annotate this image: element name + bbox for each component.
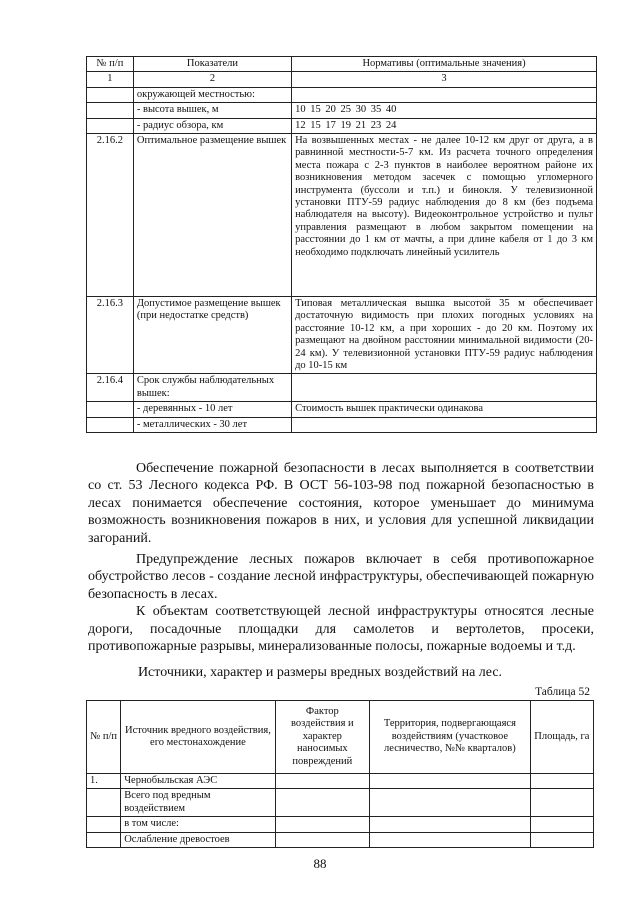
row-indicator: - деревянных - 10 лет bbox=[133, 402, 291, 417]
row-source: Всего под вредным воздействием bbox=[121, 789, 275, 817]
table-row bbox=[87, 774, 594, 789]
table-header-row bbox=[87, 701, 594, 774]
table-row bbox=[87, 87, 597, 102]
row-norm: 12 15 17 19 21 23 24 bbox=[292, 118, 597, 133]
paragraph-infrastructure: К объектам соответствующей лесной инфраструктуры относятся лесные дороги, посадочные площадки для самолетов и вертолетов, просеки, противопожарные разрывы, минерализованные полосы, пожарные водоемы и т.д. bbox=[88, 604, 594, 655]
row-source: Чернобыльская АЭС bbox=[121, 774, 275, 789]
table-row bbox=[87, 817, 594, 832]
row-number bbox=[87, 817, 121, 832]
row-number bbox=[87, 832, 121, 847]
row-territory bbox=[370, 832, 531, 847]
row-indicator: Оптимальное размещение вышек bbox=[133, 134, 291, 297]
row-number bbox=[87, 789, 121, 817]
paragraph-fire-safety: Обеспечение пожарной безопасности в лесах выполняется в соответствии со ст. 53 Лесного кодекса РФ. В ОСТ 56-103-98 под пожарной безопасностью в лесах понимается обеспечение состояния, которое уменьшает до минимума возможность возникновения пожаров в них, и условия для успешной ликвидации загораний. bbox=[88, 461, 594, 546]
row-norm: 10 15 20 25 30 35 40 bbox=[292, 103, 597, 118]
table-row bbox=[87, 297, 597, 374]
header-territory: Территория, подвергающаяся воздействиям (участковое лесничество, №№ кварталов) bbox=[370, 701, 531, 774]
table-title: Источники, характер и размеры вредных воздействий на лес. bbox=[137, 665, 503, 680]
header-norms: Нормативы (оптимальные значения) bbox=[292, 57, 597, 72]
body-text bbox=[88, 460, 594, 655]
row-norm bbox=[292, 374, 597, 402]
row-territory bbox=[370, 817, 531, 832]
column-number-row bbox=[87, 72, 597, 87]
harmful-impacts-table bbox=[86, 700, 594, 848]
row-indicator: - высота вышек, м bbox=[133, 103, 291, 118]
paragraph-fire-prevention: Предупреждение лесных пожаров включает в себя противопожарное обустройство лесов - создание лесной инфраструктуры, обеспечивающей пожарную безопасность в лесах. bbox=[88, 552, 594, 602]
row-number: 2.16.3 bbox=[87, 297, 134, 374]
row-source: Ослабление древостоев bbox=[121, 832, 275, 847]
row-norm bbox=[292, 417, 597, 432]
row-area bbox=[530, 774, 593, 789]
row-number bbox=[87, 103, 134, 118]
row-factor bbox=[275, 789, 369, 817]
page-number: 88 bbox=[313, 856, 327, 871]
header-indicators: Показатели bbox=[133, 57, 291, 72]
table-row bbox=[87, 118, 597, 133]
column-number-1: 1 bbox=[87, 72, 134, 87]
row-area bbox=[530, 789, 593, 817]
row-number bbox=[87, 118, 134, 133]
row-factor bbox=[275, 774, 369, 789]
header-number: № п/п bbox=[87, 701, 121, 774]
table-header-row bbox=[87, 57, 597, 72]
table-row bbox=[87, 103, 597, 118]
header-area: Площадь, га bbox=[530, 701, 593, 774]
row-number: 2.16.4 bbox=[87, 374, 134, 402]
row-norm: Стоимость вышек практически одинакова bbox=[292, 402, 597, 417]
row-number bbox=[87, 417, 134, 432]
row-indicator: окружающей местностью: bbox=[133, 87, 291, 102]
row-area bbox=[530, 832, 593, 847]
row-norm: Типовая металлическая вышка высотой 35 м обеспечивает достаточную видимость при плохих погодных условиях на расстояние 10-12 км, а при хороших - до 20 км. Поэтому их размещают на двойном расстоянии минимальной видимости (20-24 км). У телевизионной установки ПТУ-59 радиус наблюдения до 10-15 км bbox=[292, 297, 597, 374]
row-number bbox=[87, 87, 134, 102]
norms-table bbox=[86, 56, 597, 433]
column-number-3: 3 bbox=[292, 72, 597, 87]
table-row bbox=[87, 417, 597, 432]
row-number: 1. bbox=[87, 774, 121, 789]
table-row bbox=[87, 789, 594, 817]
table-row bbox=[87, 374, 597, 402]
table-row bbox=[87, 402, 597, 417]
table-row bbox=[87, 134, 597, 297]
header-factor: Фактор воздействия и характер наносимых повреждений bbox=[275, 701, 369, 774]
column-number-2: 2 bbox=[133, 72, 291, 87]
row-source: в том числе: bbox=[121, 817, 275, 832]
row-territory bbox=[370, 789, 531, 817]
row-territory bbox=[370, 774, 531, 789]
row-factor bbox=[275, 817, 369, 832]
header-number: № п/п bbox=[87, 57, 134, 72]
row-indicator: Допустимое размещение вышек (при недостатке средств) bbox=[133, 297, 291, 374]
table-row bbox=[87, 832, 594, 847]
row-number bbox=[87, 402, 134, 417]
row-indicator: - радиус обзора, км bbox=[133, 118, 291, 133]
row-number: 2.16.2 bbox=[87, 134, 134, 297]
row-indicator: Срок службы наблюдательных вышек: bbox=[133, 374, 291, 402]
header-source: Источник вредного воздействия, его местонахождение bbox=[121, 701, 275, 774]
row-area bbox=[530, 817, 593, 832]
row-norm: На возвышенных местах - не далее 10-12 км друг от друга, а в равнинной местности-5-7 км. Из расчета точного определения места пожара с 2-3 пунктов в наиболее вероятном районе их возникновения методом засечек с помощью угломерного инструмента (буссоли и т.п.) и бинокля. У телевизионной установки ПТУ-59 радиус наблюдения до 8 км (без подъема наблюдателя на высоту). Видеоконтрольное устройство и пульт управления размещают в любом закрытом помещении на расстоянии до 1 км от мачты, а при длине кабеля от 1 до 3 км необходимо подключать линейный усилитель bbox=[292, 134, 597, 297]
row-norm bbox=[292, 87, 597, 102]
row-factor bbox=[275, 832, 369, 847]
row-indicator: - металлических - 30 лет bbox=[133, 417, 291, 432]
table-caption: Таблица 52 bbox=[535, 686, 590, 698]
